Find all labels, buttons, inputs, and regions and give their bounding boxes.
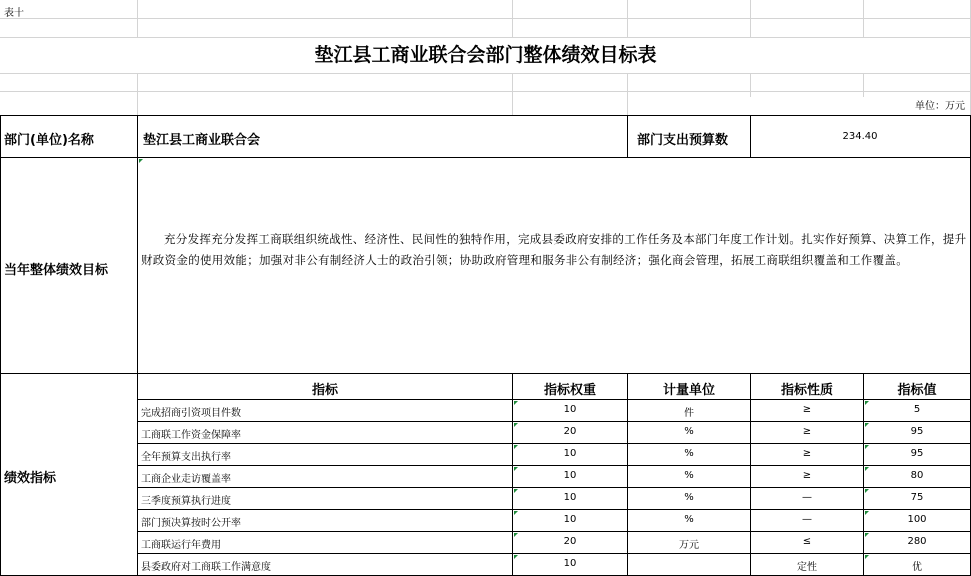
cell-warning-marker	[514, 401, 518, 405]
indicator-value[interactable]: 5	[913, 404, 921, 415]
table-border	[137, 553, 971, 554]
gridline	[0, 18, 971, 19]
page-title: 垫江县工商业联合会部门整体绩效目标表	[314, 44, 657, 66]
gridline	[627, 0, 628, 37]
table-border	[137, 487, 971, 488]
table-border	[137, 399, 971, 400]
cell-warning-marker	[514, 445, 518, 449]
indicator-nature[interactable]: ≤	[802, 536, 812, 547]
cell-warning-marker	[865, 423, 869, 427]
indicator-name[interactable]: 完成招商引资项目件数	[141, 408, 241, 419]
table-border	[137, 421, 971, 422]
indicator-nature[interactable]: ≥	[802, 448, 812, 459]
goal-label: 当年整体绩效目标	[4, 263, 109, 278]
gridline	[0, 91, 971, 92]
indicator-name[interactable]: 工商企业走访覆盖率	[141, 474, 231, 485]
indicator-weight[interactable]: 10	[563, 470, 577, 481]
indicator-name[interactable]: 工商联工作资金保障率	[141, 430, 241, 441]
cell-warning-marker	[514, 511, 518, 515]
gridline	[137, 0, 138, 37]
cell-warning-marker	[865, 467, 869, 471]
gridline	[863, 73, 864, 97]
indicator-nature[interactable]: ≥	[802, 404, 812, 415]
indicator-value[interactable]: 280	[907, 536, 927, 547]
cell-warning-marker	[514, 423, 518, 427]
indicator-weight[interactable]: 20	[563, 426, 577, 437]
budget-label: 部门支出预算数	[637, 133, 729, 148]
budget-value[interactable]: 234.40	[842, 131, 878, 142]
cell-warning-marker	[865, 511, 869, 515]
indicator-weight[interactable]: 10	[563, 448, 577, 459]
indicator-value[interactable]: 95	[910, 426, 924, 437]
indicator-value[interactable]: 95	[910, 448, 924, 459]
table-border	[627, 115, 628, 157]
dept-name-value[interactable]: 垫江县工商业联合会	[143, 133, 261, 148]
indicator-weight[interactable]: 10	[563, 492, 577, 503]
indicator-nature[interactable]: ≥	[802, 470, 812, 481]
indicator-name[interactable]: 全年预算支出执行率	[141, 452, 231, 463]
table-border	[137, 531, 971, 532]
gridline	[750, 73, 751, 97]
table-border	[137, 509, 971, 510]
table-border	[0, 115, 971, 116]
cell-warning-marker	[514, 555, 518, 559]
table-border	[137, 115, 138, 576]
header-value: 指标值	[897, 383, 937, 398]
cell-warning-marker	[865, 533, 869, 537]
indicator-nature[interactable]: 定性	[797, 562, 817, 573]
indicator-name[interactable]: 部门预决算按时公开率	[141, 518, 241, 529]
cell-warning-marker	[865, 401, 869, 405]
table-border	[0, 115, 1, 576]
indicator-name[interactable]: 三季度预算执行进度	[141, 496, 231, 507]
indicator-nature[interactable]: —	[802, 514, 812, 525]
header-indicator: 指标	[311, 383, 338, 398]
header-weight: 指标权重	[543, 383, 596, 398]
indicator-weight[interactable]: 20	[563, 536, 577, 547]
indicator-weight[interactable]: 10	[563, 558, 577, 569]
cell-warning-marker	[865, 489, 869, 493]
gridline	[750, 0, 751, 37]
cell-warning-marker	[865, 445, 869, 449]
header-nature: 指标性质	[780, 383, 833, 398]
table-border	[137, 465, 971, 466]
gridline	[512, 0, 513, 37]
cell-warning-marker	[139, 159, 143, 163]
gridline	[0, 37, 971, 38]
header-unit: 计量单位	[662, 383, 715, 398]
goal-text[interactable]: 充分发挥充分发挥工商联组织统战性、经济性、民间性的独特作用，完成县委政府安排的工作任务及本部门年度工作计划。扎实作好预算、决算工作，提升财政资金的使用效能；加强对非公有制经济人士的政治引领；协助政府管理和服务非公有制经济；强化商会管理，拓展工商联组织覆盖和工作覆盖。	[141, 232, 967, 267]
indicator-name[interactable]: 县委政府对工商联工作满意度	[141, 562, 271, 573]
table-border	[137, 443, 971, 444]
indicator-unit[interactable]: 万元	[679, 540, 699, 551]
indicator-value[interactable]: 优	[912, 562, 922, 573]
indicator-value[interactable]: 75	[910, 492, 924, 503]
dept-name-label: 部门(单位)名称	[4, 133, 94, 148]
cell-warning-marker	[514, 533, 518, 537]
table-border	[0, 157, 971, 158]
indicator-unit[interactable]: %	[684, 426, 694, 437]
cell-warning-marker	[514, 467, 518, 471]
table-border	[0, 373, 971, 374]
indicator-value[interactable]: 80	[910, 470, 924, 481]
indicator-nature[interactable]: ≥	[802, 426, 812, 437]
indicator-unit[interactable]: %	[684, 514, 694, 525]
gridline	[0, 73, 971, 74]
indicator-unit[interactable]: %	[684, 470, 694, 481]
indicator-unit[interactable]: 件	[684, 408, 694, 419]
gridline	[137, 73, 138, 115]
cell-warning-marker	[514, 489, 518, 493]
cell-warning-marker	[865, 555, 869, 559]
indicators-section-label: 绩效指标	[4, 471, 57, 486]
unit-label: 单位：万元	[915, 101, 965, 112]
indicator-weight[interactable]: 10	[563, 404, 577, 415]
gridline	[863, 0, 864, 37]
gridline	[627, 73, 628, 115]
indicator-weight[interactable]: 10	[563, 514, 577, 525]
indicator-unit[interactable]: %	[684, 448, 694, 459]
indicator-nature[interactable]: —	[802, 492, 812, 503]
indicator-value[interactable]: 100	[907, 514, 927, 525]
indicator-unit[interactable]: %	[684, 492, 694, 503]
indicator-name[interactable]: 工商联运行年费用	[141, 540, 221, 551]
gridline	[512, 73, 513, 115]
sheet-label: 表十	[4, 8, 24, 19]
